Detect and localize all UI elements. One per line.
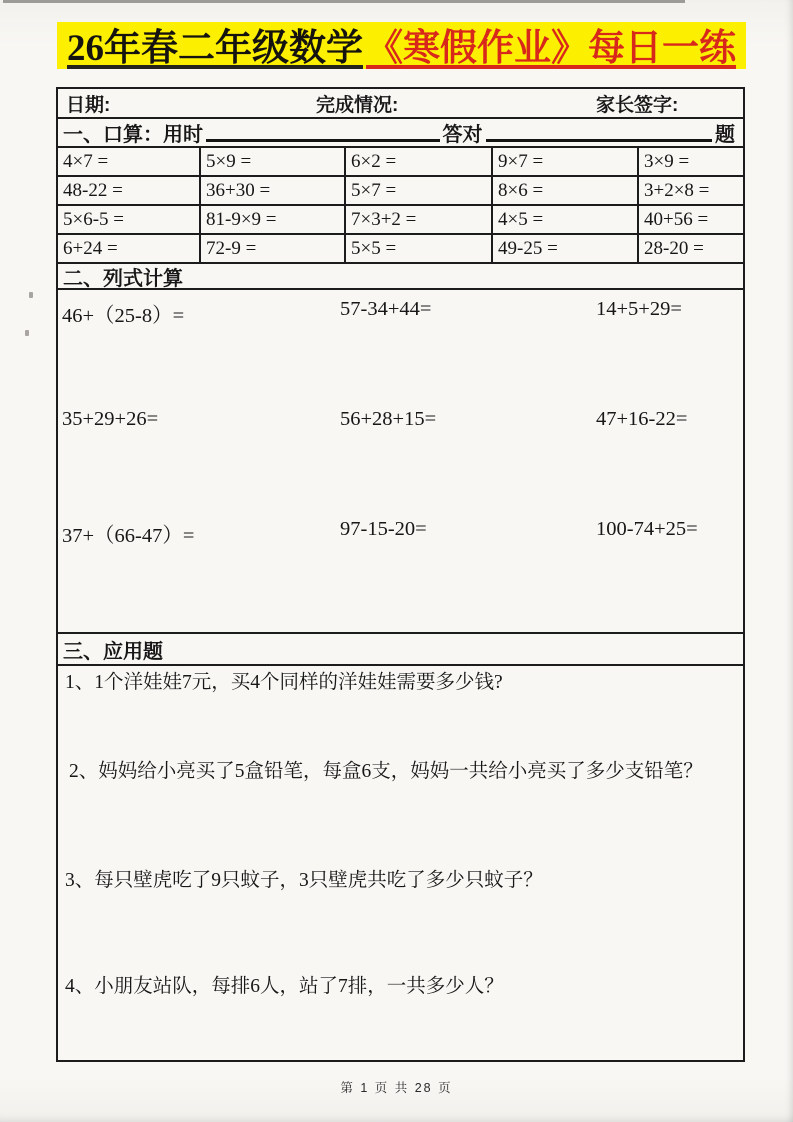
completion-label: 完成情况: [316, 94, 399, 116]
oral-problem: 6+24 = [58, 235, 201, 264]
unit-label: 题 [715, 124, 735, 146]
word-problem-4: 4、小朋友站队，每排6人，站了7排，一共多少人？ [65, 976, 504, 997]
answered-label: 答对 [442, 124, 483, 146]
written-heading-text: 二、列式计算 [63, 267, 183, 290]
worksheet-table [56, 87, 745, 1062]
written-problem: 46+（25-8）= [62, 305, 185, 327]
oral-problem: 40+56 = [639, 206, 743, 235]
answered-blank-line [486, 139, 713, 142]
oral-problem: 5×6-5 = [58, 206, 201, 235]
written-row [58, 298, 743, 408]
oral-problem: 4×7 = [58, 148, 201, 177]
oral-problem: 49-25 = [493, 235, 639, 264]
oral-problem: 5×7 = [346, 177, 493, 206]
oral-problem: 7×3+2 = [346, 206, 493, 235]
oral-problem: 3×9 = [639, 148, 743, 177]
oral-problem: 9×7 = [493, 148, 639, 177]
oral-problem: 4×5 = [493, 206, 639, 235]
oral-heading-prefix: 一、口算：用时 [63, 124, 203, 146]
date-label: 日期: [66, 94, 111, 116]
written-problem: 100-74+25= [596, 518, 698, 540]
title-text-black: 26年春二年级数学 [67, 22, 363, 69]
written-problem: 97-15-20= [340, 518, 427, 540]
written-calc-area [58, 290, 743, 634]
written-problem: 56+28+15= [340, 408, 437, 430]
oral-problem: 81-9×9 = [201, 206, 346, 235]
word-problem-2: 2、妈妈给小亮买了5盒铅笔，每盒6支，妈妈一共给小亮买了多少支铅笔？ [69, 761, 703, 782]
scan-edge-artifact [3, 0, 685, 3]
oral-problem: 48-22 = [58, 177, 201, 206]
oral-problem: 36+30 = [201, 177, 346, 206]
oral-problem: 72-9 = [201, 235, 346, 264]
written-problem: 47+16-22= [596, 408, 688, 430]
title-banner [57, 22, 746, 69]
oral-problem: 5×9 = [201, 148, 346, 177]
oral-problem: 6×2 = [346, 148, 493, 177]
written-problem: 14+5+29= [596, 298, 682, 320]
oral-problem: 5×5 = [346, 235, 493, 264]
word-problem-1: 1、1个洋娃娃7元，买4个同样的洋娃娃需要多少钱? [65, 672, 503, 693]
oral-problems-grid [58, 148, 743, 264]
page-number-footer: 第 1 页 共 28 页 [340, 1081, 453, 1095]
word-problems-heading [58, 634, 743, 666]
written-problem: 35+29+26= [62, 408, 159, 430]
word-problem-3: 3、每只壁虎吃了9只蚊子，3只壁虎共吃了多少只蚊子？ [65, 870, 543, 891]
info-row [58, 89, 743, 119]
word-problems-area [58, 666, 743, 1053]
oral-problem: 28-20 = [639, 235, 743, 264]
signature-label: 家长签字: [596, 94, 679, 116]
oral-calc-heading [58, 119, 743, 148]
written-calc-heading [58, 264, 743, 290]
written-problem: 37+（66-47）= [62, 525, 195, 547]
time-blank-line [206, 139, 440, 142]
scan-speck-artifact [25, 330, 29, 336]
written-problem: 57-34+44= [340, 298, 432, 320]
scan-speck-artifact [29, 292, 33, 298]
oral-problem: 8×6 = [493, 177, 639, 206]
written-row [58, 408, 743, 518]
word-heading-text: 三、应用题 [63, 640, 163, 663]
oral-problem: 3+2×8 = [639, 177, 743, 206]
title-text-red: 《寒假作业》每日一练 [366, 22, 736, 69]
written-row [58, 518, 743, 628]
